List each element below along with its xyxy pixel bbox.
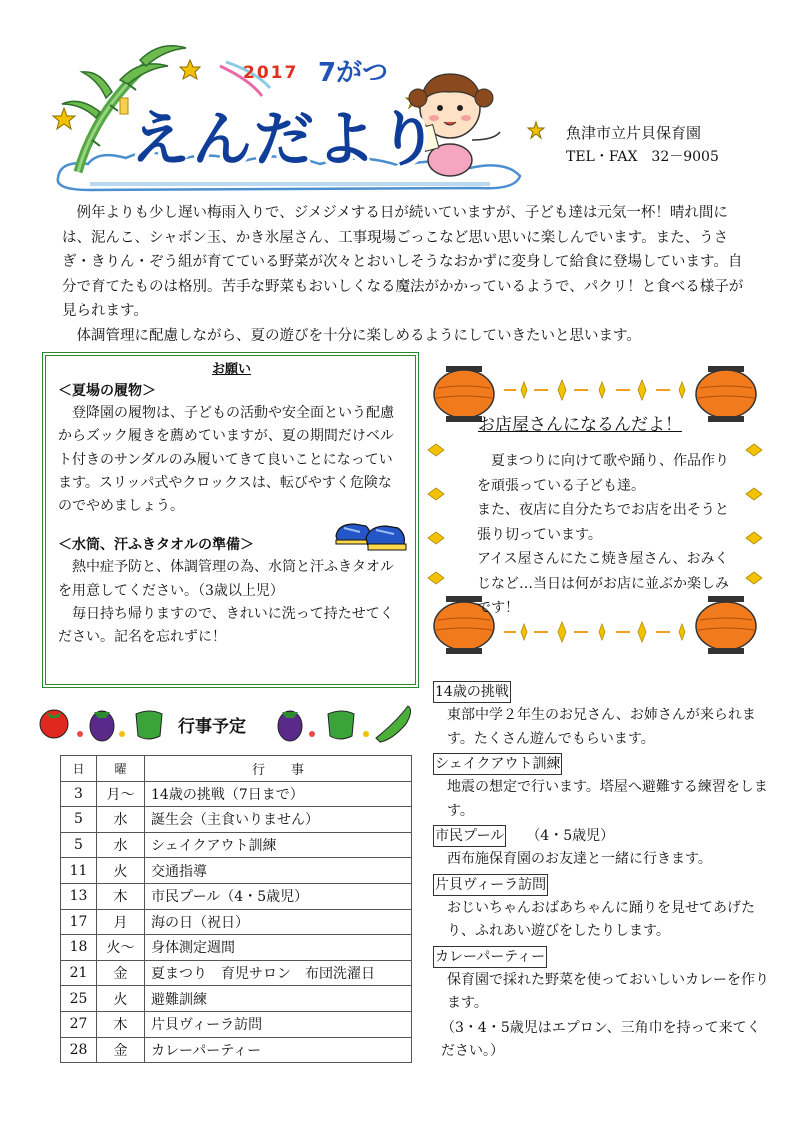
table-row — [61, 781, 412, 807]
table-row — [61, 832, 412, 858]
newsletter-title: えんだより — [130, 105, 440, 175]
event-heading: シェイクアウト訓練 — [433, 753, 562, 775]
tomato-icon — [40, 710, 68, 738]
event-description: 西布施保育園のお友達と一緒に行きます。 — [447, 851, 712, 867]
day-cell: 5 — [61, 832, 97, 858]
table-row — [61, 909, 412, 935]
section-body: 登降園の履物は、子どもの活動や安全面という配慮からズック履きを薦めていますが、夏の期間だけベルト付きのサンダルのみ履いてきて良いことになっています。スリッパ式やクロックスは、転びやすく危険なのでやめましょう。 — [58, 405, 394, 515]
event-cell: 14歳の挑戦（7日まで） — [145, 781, 412, 807]
weekday-cell: 火～ — [97, 935, 145, 961]
tel-fax: TEL・FAX 32－9005 — [566, 149, 719, 165]
event-cell: 夏まつり 育児サロン 布団洗濯日 — [145, 960, 412, 986]
weekday-cell: 火 — [97, 858, 145, 884]
eggplant-icon — [90, 711, 114, 741]
month-label: 7がつ — [318, 58, 389, 88]
day-cell: 28 — [61, 1037, 97, 1063]
table-row — [61, 960, 412, 986]
section-body: 熱中症予防と、体調管理の為、水筒と汗ふきタオルを用意してください。（3歳以上児） — [58, 559, 394, 599]
day-cell: 17 — [61, 909, 97, 935]
event-description: 地震の想定で行います。塔屋へ避難する練習をします。 — [447, 779, 768, 819]
events-table — [60, 755, 412, 1063]
intro-paragraph: 体調管理に配慮しながら、夏の遊びを十分に楽しめるようにしていきたいと思います。 — [76, 327, 641, 344]
header-day: 日 — [61, 756, 97, 782]
event-heading: カレーパーティー — [433, 946, 547, 968]
day-cell: 3 — [61, 781, 97, 807]
shop-title: お店屋さんになるんだよ！ — [478, 415, 682, 435]
shop-paragraph: また、夜店に自分たちでお店を出そうと張り切っています。 — [477, 502, 729, 543]
header — [0, 0, 794, 200]
intro-paragraph: 例年よりも少し遅い梅雨入りで、ジメジメする日が続いていますが、子ども達は元気一杯！晴れ間には、泥んこ、シャボン玉、かき氷屋さん、工事現場ごっこなど思い思いに楽しんでいます。また、うさぎ・きりん・ぞう組が育てている野菜が次々とおいしそうなおかずに変身して給食に登場しています。自分で育てたものは格別。苦手な野菜もおいしくなる魔法がかかっているようで、パクリ！と食べる様子が見られます。 — [62, 205, 744, 319]
day-cell: 5 — [61, 807, 97, 833]
weekday-cell: 木 — [97, 883, 145, 909]
weekday-cell: 月 — [97, 909, 145, 935]
table-header-row — [61, 756, 412, 782]
event-cell: 海の日（祝日） — [145, 909, 412, 935]
intro-text — [62, 201, 752, 348]
lantern-icon — [696, 366, 756, 422]
section-heading: ＜水筒、汗ふきタオルの準備＞ — [58, 537, 254, 554]
table-row — [61, 883, 412, 909]
sandal-icon — [332, 502, 410, 554]
day-cell: 18 — [61, 935, 97, 961]
table-row — [61, 935, 412, 961]
event-cell: シェイクアウト訓練 — [145, 832, 412, 858]
header-weekday: 曜 — [97, 756, 145, 782]
table-row — [61, 986, 412, 1012]
event-heading: 片貝ヴィーラ訪問 — [433, 874, 548, 896]
weekday-cell: 水 — [97, 832, 145, 858]
event-cell: 交通指導 — [145, 858, 412, 884]
section-body: 毎日持ち帰りますので、きれいに洗って持たせてください。記名を忘れずに！ — [58, 606, 394, 646]
event-cell: 市民プール（4・5歳児） — [145, 883, 412, 909]
weekday-cell: 月～ — [97, 781, 145, 807]
pepper-icon — [136, 711, 162, 739]
table-row — [61, 858, 412, 884]
weekday-cell: 木 — [97, 1011, 145, 1037]
weekday-cell: 金 — [97, 960, 145, 986]
weekday-cell: 火 — [97, 986, 145, 1012]
day-cell: 11 — [61, 858, 97, 884]
request-title: お願い — [211, 362, 251, 377]
school-name: 魚津市立片貝保育園 — [566, 124, 702, 142]
event-heading: 14歳の挑戦 — [433, 681, 511, 703]
pepper-icon — [328, 711, 354, 739]
header-event: 行 事 — [145, 756, 412, 782]
event-cell: 誕生会（主食いりません） — [145, 807, 412, 833]
eggplant-icon — [278, 711, 302, 741]
weekday-cell: 金 — [97, 1037, 145, 1063]
shop-paragraph: アイス屋さんにたこ焼き屋さん、おみくじなど…当日は何がお店に並ぶか楽しみです！ — [477, 551, 729, 616]
request-box — [42, 352, 419, 688]
day-cell: 13 — [61, 883, 97, 909]
day-cell: 21 — [61, 960, 97, 986]
table-row — [61, 1011, 412, 1037]
event-description: 東部中学２年生のお兄さん、お姉さんが来られます。たくさん遊んでもらいます。 — [447, 707, 756, 747]
cucumber-icon — [376, 706, 411, 742]
day-cell: 27 — [61, 1011, 97, 1037]
event-details — [433, 680, 773, 1064]
event-age-note: （4・5歳児） — [526, 828, 615, 844]
section-heading: ＜夏場の履物＞ — [58, 383, 156, 399]
weekday-cell: 水 — [97, 807, 145, 833]
table-row — [61, 807, 412, 833]
shop-body — [477, 449, 739, 621]
event-cell: 避難訓練 — [145, 986, 412, 1012]
event-note: （3・4・5歳児はエプロン、三角巾を持って来てください。） — [441, 1019, 761, 1059]
year-label: 2017 — [243, 63, 299, 83]
events-title: 行事予定 — [178, 717, 246, 737]
event-cell: 片貝ヴィーラ訪問 — [145, 1011, 412, 1037]
event-heading: 市民プール — [433, 825, 506, 847]
event-cell: カレーパーティー — [145, 1037, 412, 1063]
shop-paragraph: 夏まつりに向けて歌や踊り、作品作りを頑張っている子ども達。 — [477, 453, 729, 494]
event-description: おじいちゃんおばあちゃんに踊りを見せてあげたり、ふれあい遊びをしたりします。 — [447, 899, 755, 939]
day-cell: 25 — [61, 986, 97, 1012]
table-row — [61, 1037, 412, 1063]
event-cell: 身体測定週間 — [145, 935, 412, 961]
event-description: 保育園で採れた野菜を使っておいしいカレーを作ります。 — [447, 971, 769, 1011]
